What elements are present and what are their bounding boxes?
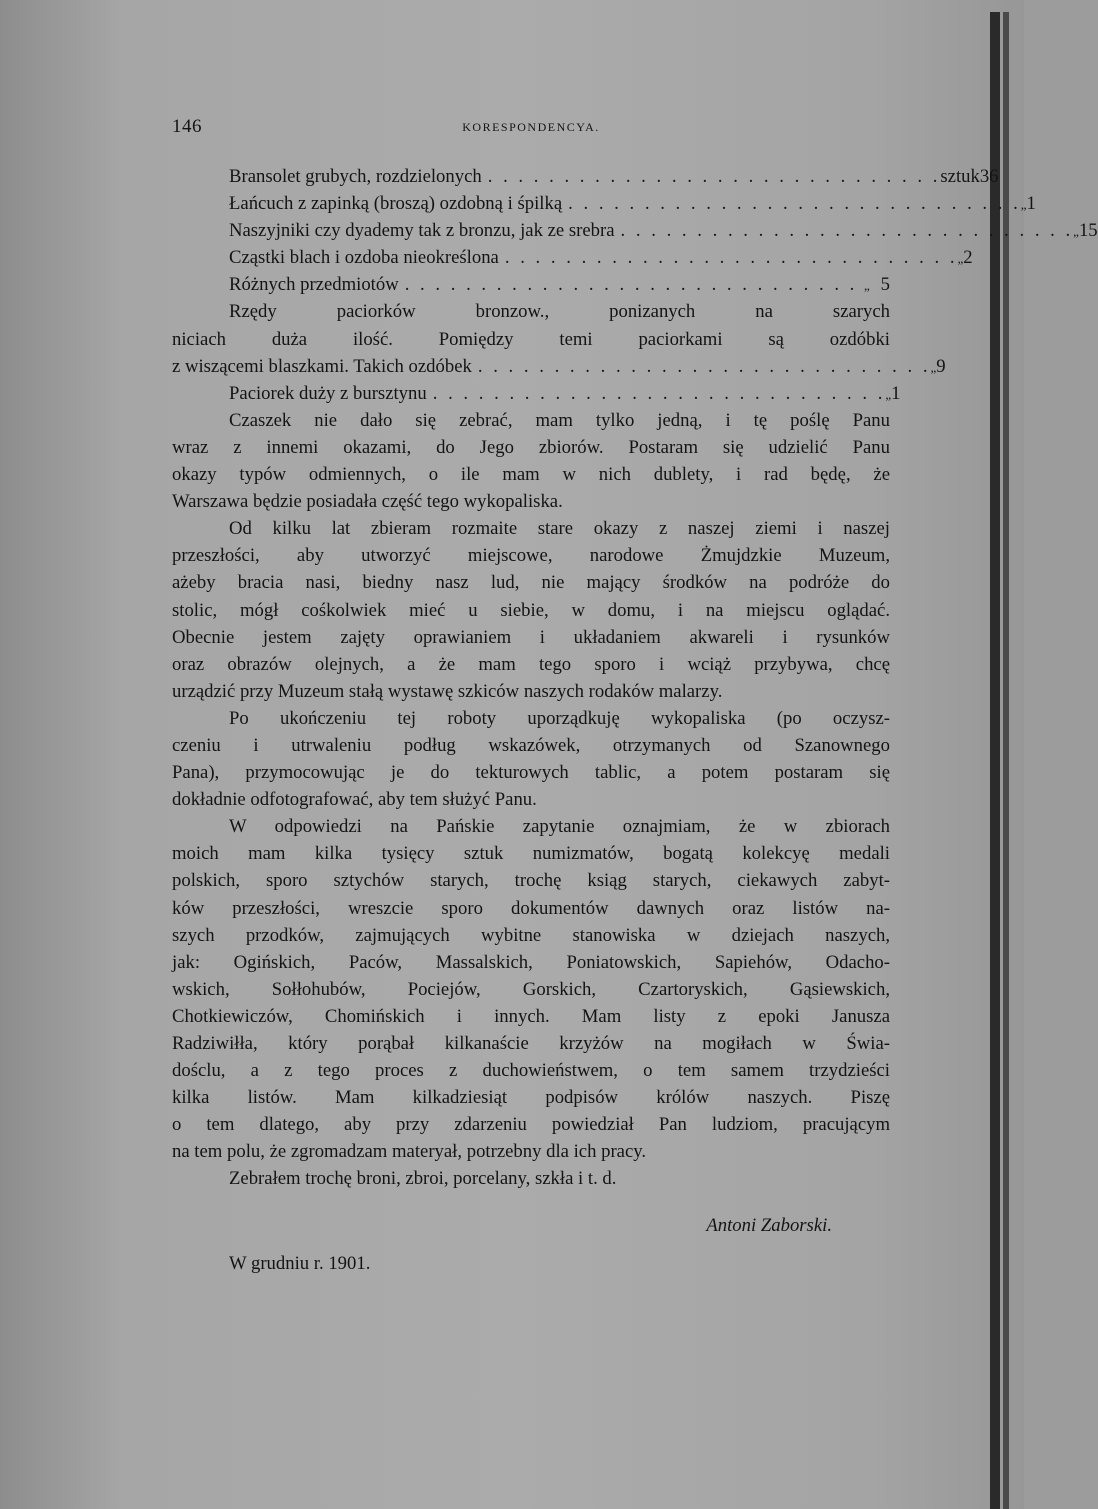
text-line: Rzędy paciorków bronzow., ponizanych na szarych (229, 301, 890, 323)
beads-entry (172, 298, 890, 352)
text-line: szych przodków, zajmujących wybitne stanowiska w dziejach naszych, (172, 924, 890, 946)
text-line: kilka listów. Mam kilkadziesiąt podpisów królów naszych. Piszę (172, 1087, 890, 1109)
leader-dots: . . . . . . . . . . . . . . . . . . . . . . . . . . . . . . (432, 382, 886, 404)
text-line: czeniu i utrwaleniu podług wskazówek, otrzymanych od Szanownego (172, 734, 890, 756)
text-line: stolic, mógł cośkolwiek mieć u siebie, w domu, i na miejscu oglądać. (172, 599, 890, 621)
text-line: Radziwiłła, który porąbał kilkanaście krzyżów na mogiłach w Świa- (172, 1033, 890, 1054)
inventory-item: Cząstki blach i ozdoba nieokreślona (229, 247, 499, 269)
leader-dots: . . . . . . . . . . . . . . . . . . . . . . . . . . . . . . (477, 355, 931, 377)
text-line: Od kilku lat zbieram rozmaite stare okazy z naszej ziemi i naszej (229, 518, 890, 540)
page-header (172, 116, 890, 144)
paragraph (172, 705, 890, 813)
text-line: dokładnie odfotografować, aby tem służyć Panu. (172, 789, 537, 811)
signature: Antoni Zaborski. (706, 1215, 832, 1236)
inventory-list-continued (172, 353, 946, 407)
text-line: wraz z innemi okazami, do Jego zbiorów. Postaram się udzielić Panu (172, 436, 890, 458)
leader-dots: . . . . . . . . . . . . . . . . . . . . . . . . . . . . . . (504, 247, 958, 269)
text-line: wskich, Sołłohubów, Pociejów, Gorskich, Czartoryskich, Gąsiewskich, (172, 978, 890, 1000)
inventory-item: z wiszącemi blaszkami. Takich ozdóbek (172, 355, 472, 377)
text-line: okazy typów odmiennych, o ile mam w nich dublety, i rad będę, że (172, 464, 890, 486)
leader-dots: . . . . . . . . . . . . . . . . . . . . . . . . . . . . . . (620, 220, 1074, 242)
text-line: polskich, sporo sztychów starych, trochę ksiąg starych, ciekawych zabyt- (172, 870, 890, 892)
text-line: Obecnie jestem zajęty oprawianiem i układaniem akwareli i rysunków (172, 626, 890, 648)
page-body (172, 163, 1098, 1193)
paragraph (172, 1165, 890, 1192)
inventory-unit: „ (1020, 197, 1027, 213)
text-line: Warszawa będzie posiadała część tego wykopaliska. (172, 491, 563, 513)
leader-dots: . . . . . . . . . . . . . . . . . . . . . . . . . . . . . . (404, 274, 858, 296)
text-line: dośclu, a z tego proces z duchowieństwem, o tem samem trzydzieści (172, 1060, 890, 1082)
paragraph (172, 813, 890, 1165)
text-line: W odpowiedzi na Pańskie zapytanie oznajmiam, że w zbiorach (229, 816, 890, 838)
text-line: przeszłości, aby utworzyć miejscowe, narodowe Żmujdzkie Muzeum, (172, 545, 890, 567)
inventory-item: Paciorek duży z bursztynu (229, 382, 427, 404)
text-line: Czaszek nie dało się zebrać, mam tylko jedną, i tę poślę Panu (229, 409, 890, 431)
text-line: moich mam kilka tysięcy sztuk numizmatów, bogatą kolekcyę medali (172, 843, 890, 865)
text-line: ażeby bracia nasi, biedny nasz lud, nie mający środków na podróże do (172, 572, 890, 594)
inventory-quantity: 2 (963, 247, 973, 269)
inventory-row (172, 163, 999, 190)
inventory-row (172, 190, 1036, 217)
text-line: na tem polu, że zgromadzam materyał, potrzebny dla ich pracy. (172, 1141, 647, 1163)
inventory-unit: „ (930, 359, 937, 375)
inventory-quantity: 1 (891, 382, 901, 404)
inventory-list (172, 163, 1098, 298)
inventory-row (172, 217, 1098, 244)
inventory-row (172, 380, 901, 407)
paragraph (172, 407, 890, 515)
text-line: oraz obrazów olejnych, a że mam tego sporo i wciąż przybywa, chcę (172, 653, 890, 675)
inventory-row (172, 244, 973, 271)
inventory-item: Łańcuch z zapinką (broszą) ozdobną i śpilką (229, 193, 563, 215)
inventory-quantity: 9 (936, 355, 946, 377)
inventory-quantity: 36 (979, 166, 999, 187)
inventory-quantity: 15 (1078, 220, 1098, 242)
inventory-item: Różnych przedmiotów (229, 274, 399, 296)
text-line: jak: Ogińskich, Paców, Massalskich, Poniatowskich, Sapiehów, Odacho- (172, 951, 890, 973)
inventory-unit: „ (885, 386, 892, 402)
text-line: Chotkiewiczów, Chomińskich i innych. Mam listy z epoki Janusza (172, 1005, 890, 1027)
inventory-row (172, 271, 890, 298)
text-line: Zebrałem trochę broni, zbroi, porcelany, szkła i t. d. (229, 1168, 617, 1190)
inventory-item: Bransolet grubych, rozdzielonych (229, 166, 482, 187)
text-line: Pana), przymocowując je do tekturowych tablic, a potem postaram się (172, 762, 890, 784)
text-line: Po ukończeniu tej roboty uporządkuję wykopaliska (po oczysz- (229, 707, 890, 729)
inventory-unit: sztuk (940, 166, 980, 187)
inventory-item: Naszyjniki czy dyademy tak z bronzu, jak ze srebra (229, 220, 615, 242)
leader-dots: . . . . . . . . . . . . . . . . . . . . . . . . . . . . . . (487, 166, 941, 187)
inventory-unit: „ (863, 278, 870, 294)
date-line: W grudniu r. 1901. (229, 1253, 371, 1274)
running-head: KORESPONDENCYA. (462, 120, 600, 134)
inventory-row (172, 353, 946, 380)
inventory-quantity: 5 (880, 274, 890, 296)
text-line: niciach duża ilość. Pomiędzy temi paciorkami są ozdóbki (172, 328, 890, 350)
text-line: o tem dlatego, aby przy zdarzeniu powiedział Pan ludziom, pracującym (172, 1114, 890, 1136)
inventory-unit: „ (957, 251, 964, 267)
text-line: urządzić przy Muzeum stałą wystawę szkiców naszych rodaków malarzy. (172, 680, 723, 702)
page-number: 146 (172, 116, 202, 137)
letter-paragraphs (172, 407, 890, 1193)
paragraph (172, 515, 890, 705)
inventory-quantity: 1 (1026, 193, 1036, 215)
text-line: ków przeszłości, wreszcie sporo dokumentów dawnych oraz listów na- (172, 897, 890, 919)
leader-dots: . . . . . . . . . . . . . . . . . . . . . . . . . . . . . . (568, 193, 1021, 215)
inventory-unit: „ (1073, 224, 1079, 240)
